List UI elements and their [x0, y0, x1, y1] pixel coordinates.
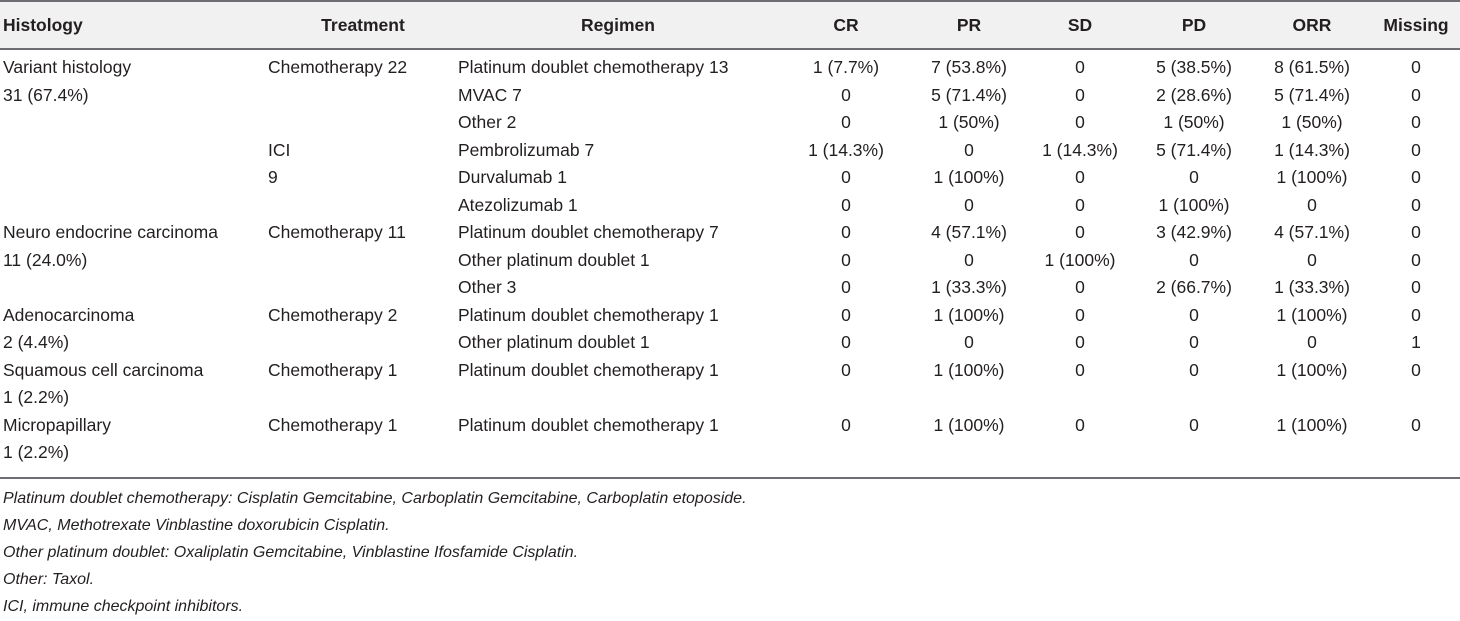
cell-histology: Squamous cell carcinoma	[3, 359, 204, 380]
cell-treatment	[268, 329, 458, 357]
cell-cr: 0	[841, 249, 851, 270]
cell-cr: 0	[841, 332, 851, 352]
cell-pr: 1 (100%)	[933, 304, 1005, 325]
cell-regimen: Other platinum doublet 1	[458, 332, 650, 352]
cell-treatment: Chemotherapy 1	[268, 359, 398, 380]
cell-pd: 5 (38.5%)	[1156, 57, 1232, 77]
cell-missing: 0	[1411, 139, 1421, 160]
cell-pd: 0	[1189, 304, 1199, 325]
cell-orr: 1 (100%)	[1276, 167, 1348, 187]
table-row	[0, 357, 1460, 385]
cell-cr: 1 (7.7%)	[812, 57, 880, 77]
cell-sd: 0	[1075, 414, 1085, 435]
cell-missing: 0	[1411, 222, 1421, 242]
cell-missing	[1372, 439, 1460, 477]
cell-missing: 0	[1411, 57, 1421, 77]
header-row	[0, 1, 1460, 49]
cell-pd: 1 (100%)	[1158, 194, 1230, 215]
cell-histology: Adenocarcinoma	[3, 304, 135, 325]
footnote-mvac: MVAC, Methotrexate Vinblastine doxorubicin Cisplatin.	[3, 516, 390, 534]
cell-pd: 0	[1189, 249, 1199, 270]
cell-orr: 4 (57.1%)	[1274, 222, 1350, 242]
header-regimen: Regimen	[458, 1, 778, 49]
cell-regimen: Atezolizumab 1	[458, 194, 578, 215]
cell-cr: 0	[841, 277, 851, 297]
header-pd: PD	[1136, 1, 1252, 49]
cell-sd: 0	[1075, 84, 1085, 105]
cell-orr: 0	[1307, 194, 1317, 215]
cell-histology: 1 (2.2%)	[3, 442, 70, 462]
cell-pr: 1 (100%)	[933, 167, 1005, 187]
cell-histology: Neuro endocrine carcinoma	[3, 222, 218, 242]
cell-orr: 0	[1307, 249, 1317, 270]
cell-regimen: Platinum doublet chemotherapy 1	[458, 304, 719, 325]
cell-treatment: Chemotherapy 2	[268, 304, 398, 325]
cell-cr: 0	[841, 414, 851, 435]
cell-missing: 0	[1411, 277, 1421, 297]
cell-regimen	[458, 439, 778, 477]
cell-histology	[0, 192, 268, 220]
table-header	[0, 1, 1460, 49]
cell-sd: 1 (14.3%)	[1042, 139, 1118, 160]
cell-pr: 0	[964, 249, 974, 270]
cell-cr: 0	[841, 84, 851, 105]
cell-missing: 0	[1411, 194, 1421, 215]
header-cr: CR	[778, 1, 914, 49]
table-row	[0, 137, 1460, 165]
cell-sd: 0	[1075, 57, 1085, 77]
cell-histology	[0, 164, 268, 192]
table-row	[0, 412, 1460, 440]
cell-pr: 0	[964, 139, 974, 160]
cell-pr: 5 (71.4%)	[931, 84, 1007, 105]
cell-pr: 1 (100%)	[933, 414, 1005, 435]
header-pr: PR	[914, 1, 1024, 49]
table-row	[0, 192, 1460, 220]
cell-regimen	[458, 384, 778, 412]
header-histology: Histology	[0, 1, 268, 49]
cell-missing: 0	[1411, 84, 1421, 105]
cell-pd: 0	[1189, 332, 1199, 352]
cell-orr: 8 (61.5%)	[1274, 57, 1350, 77]
cell-pd: 5 (71.4%)	[1156, 139, 1232, 160]
cell-sd: 0	[1075, 359, 1085, 380]
cell-pd: 2 (66.7%)	[1156, 277, 1232, 297]
table-row	[0, 247, 1460, 275]
cell-sd: 0	[1075, 112, 1085, 132]
cell-pr: 7 (53.8%)	[931, 57, 1007, 77]
cell-sd: 1 (100%)	[1044, 249, 1116, 270]
cell-missing: 0	[1411, 167, 1421, 187]
cell-treatment	[268, 192, 458, 220]
cell-regimen: Pembrolizumab 7	[458, 139, 595, 160]
cell-pr: 0	[964, 332, 974, 352]
cell-treatment	[268, 247, 458, 275]
header-sd: SD	[1024, 1, 1136, 49]
cell-pd	[1136, 384, 1252, 412]
cell-pd: 2 (28.6%)	[1156, 84, 1232, 105]
cell-pr: 4 (57.1%)	[931, 222, 1007, 242]
cell-treatment: 9	[268, 167, 278, 187]
cell-histology: 2 (4.4%)	[3, 332, 70, 352]
cell-orr: 1 (50%)	[1281, 112, 1343, 132]
cell-pr: 1 (100%)	[933, 359, 1005, 380]
cell-cr: 0	[841, 112, 851, 132]
header-treatment: Treatment	[268, 1, 458, 49]
cell-histology: 31 (67.4%)	[3, 84, 89, 105]
cell-sd: 0	[1075, 332, 1085, 352]
cell-treatment: Chemotherapy 1	[268, 414, 398, 435]
footnote-other-platinum-doublet: Other platinum doublet: Oxaliplatin Gemcitabine, Vinblastine Ifosfamide Cisplatin.	[3, 543, 579, 561]
cell-missing: 1	[1411, 332, 1421, 352]
cell-pr	[914, 439, 1024, 477]
cell-missing: 0	[1411, 359, 1421, 380]
table-row	[0, 109, 1460, 137]
cell-orr	[1252, 384, 1372, 412]
cell-histology: 11 (24.0%)	[3, 249, 88, 270]
cell-sd: 0	[1075, 222, 1085, 242]
cell-regimen: Durvalumab 1	[458, 167, 567, 187]
cell-histology	[0, 137, 268, 165]
cell-pr: 0	[964, 194, 974, 215]
cell-missing: 0	[1411, 249, 1421, 270]
table-row	[0, 329, 1460, 357]
table-row	[0, 302, 1460, 330]
cell-sd: 0	[1075, 167, 1085, 187]
cell-pr: 1 (50%)	[938, 112, 1000, 132]
cell-missing	[1372, 384, 1460, 412]
cell-sd	[1024, 384, 1136, 412]
cell-histology: 1 (2.2%)	[3, 387, 70, 407]
footnote-ici: ICI, immune checkpoint inhibitors.	[3, 598, 244, 616]
table-row	[0, 49, 1460, 82]
cell-cr	[778, 439, 914, 477]
cell-cr: 0	[841, 167, 851, 187]
cell-orr: 1 (100%)	[1276, 414, 1348, 435]
cell-histology: Variant histology	[3, 57, 132, 77]
cell-treatment	[268, 384, 458, 412]
cell-missing: 0	[1411, 112, 1421, 132]
cell-cr: 0	[841, 359, 851, 380]
cell-treatment	[268, 109, 458, 137]
header-orr: ORR	[1252, 1, 1372, 49]
cell-regimen: Other 3	[458, 277, 517, 297]
cell-orr: 1 (14.3%)	[1274, 139, 1350, 160]
cell-pd: 0	[1189, 359, 1199, 380]
cell-cr: 0	[841, 194, 851, 215]
cell-cr: 0	[841, 222, 851, 242]
cell-regimen: Other 2	[458, 112, 517, 132]
cell-orr	[1252, 439, 1372, 477]
cell-regimen: Platinum doublet chemotherapy 1	[458, 414, 719, 435]
cell-treatment: ICI	[268, 139, 291, 160]
cell-sd: 0	[1075, 304, 1085, 325]
cell-cr: 0	[841, 304, 851, 325]
footnote-other: Other: Taxol.	[3, 571, 95, 589]
cell-regimen: Platinum doublet chemotherapy 1	[458, 359, 719, 380]
cell-orr: 1 (100%)	[1276, 304, 1348, 325]
cell-treatment	[268, 82, 458, 110]
cell-orr: 0	[1307, 332, 1317, 352]
cell-missing: 0	[1411, 304, 1421, 325]
table-row	[0, 439, 1460, 477]
cell-orr: 1 (33.3%)	[1274, 277, 1350, 297]
cell-pd: 0	[1189, 414, 1199, 435]
cell-treatment: Chemotherapy 11	[268, 222, 406, 242]
cell-pr	[914, 384, 1024, 412]
cell-cr	[778, 384, 914, 412]
cell-pd: 3 (42.9%)	[1156, 222, 1232, 242]
cell-pd	[1136, 439, 1252, 477]
cell-pd: 1 (50%)	[1163, 112, 1225, 132]
cell-cr: 1 (14.3%)	[808, 139, 884, 160]
cell-histology	[0, 109, 268, 137]
table-footnotes	[0, 477, 1460, 621]
cell-missing: 0	[1411, 414, 1421, 435]
table-row	[0, 219, 1460, 247]
cell-regimen: Other platinum doublet 1	[458, 249, 650, 270]
table-row	[0, 164, 1460, 192]
table-body	[0, 49, 1460, 477]
table-row	[0, 274, 1460, 302]
cell-sd: 0	[1075, 277, 1085, 297]
cell-treatment: Chemotherapy 22	[268, 57, 408, 77]
cell-pd: 0	[1189, 167, 1199, 187]
cell-histology: Micropapillary	[3, 414, 111, 435]
cell-orr: 5 (71.4%)	[1274, 84, 1350, 105]
cell-regimen: Platinum doublet chemotherapy 7	[458, 222, 719, 242]
cell-sd: 0	[1075, 194, 1085, 215]
table-row	[0, 384, 1460, 412]
cell-histology	[0, 274, 268, 302]
cell-treatment	[268, 274, 458, 302]
footnote-platinum-doublet: Platinum doublet chemotherapy: Cisplatin Gemcitabine, Carboplatin Gemcitabine, Carboplatin etoposide.	[3, 489, 747, 507]
cell-regimen: Platinum doublet chemotherapy 13	[458, 57, 729, 77]
table-row	[0, 82, 1460, 110]
cell-sd	[1024, 439, 1136, 477]
cell-orr: 1 (100%)	[1276, 359, 1348, 380]
cell-pr: 1 (33.3%)	[931, 277, 1007, 297]
header-missing: Missing	[1372, 1, 1460, 49]
cell-treatment	[268, 439, 458, 477]
cell-regimen: MVAC 7	[458, 84, 522, 105]
